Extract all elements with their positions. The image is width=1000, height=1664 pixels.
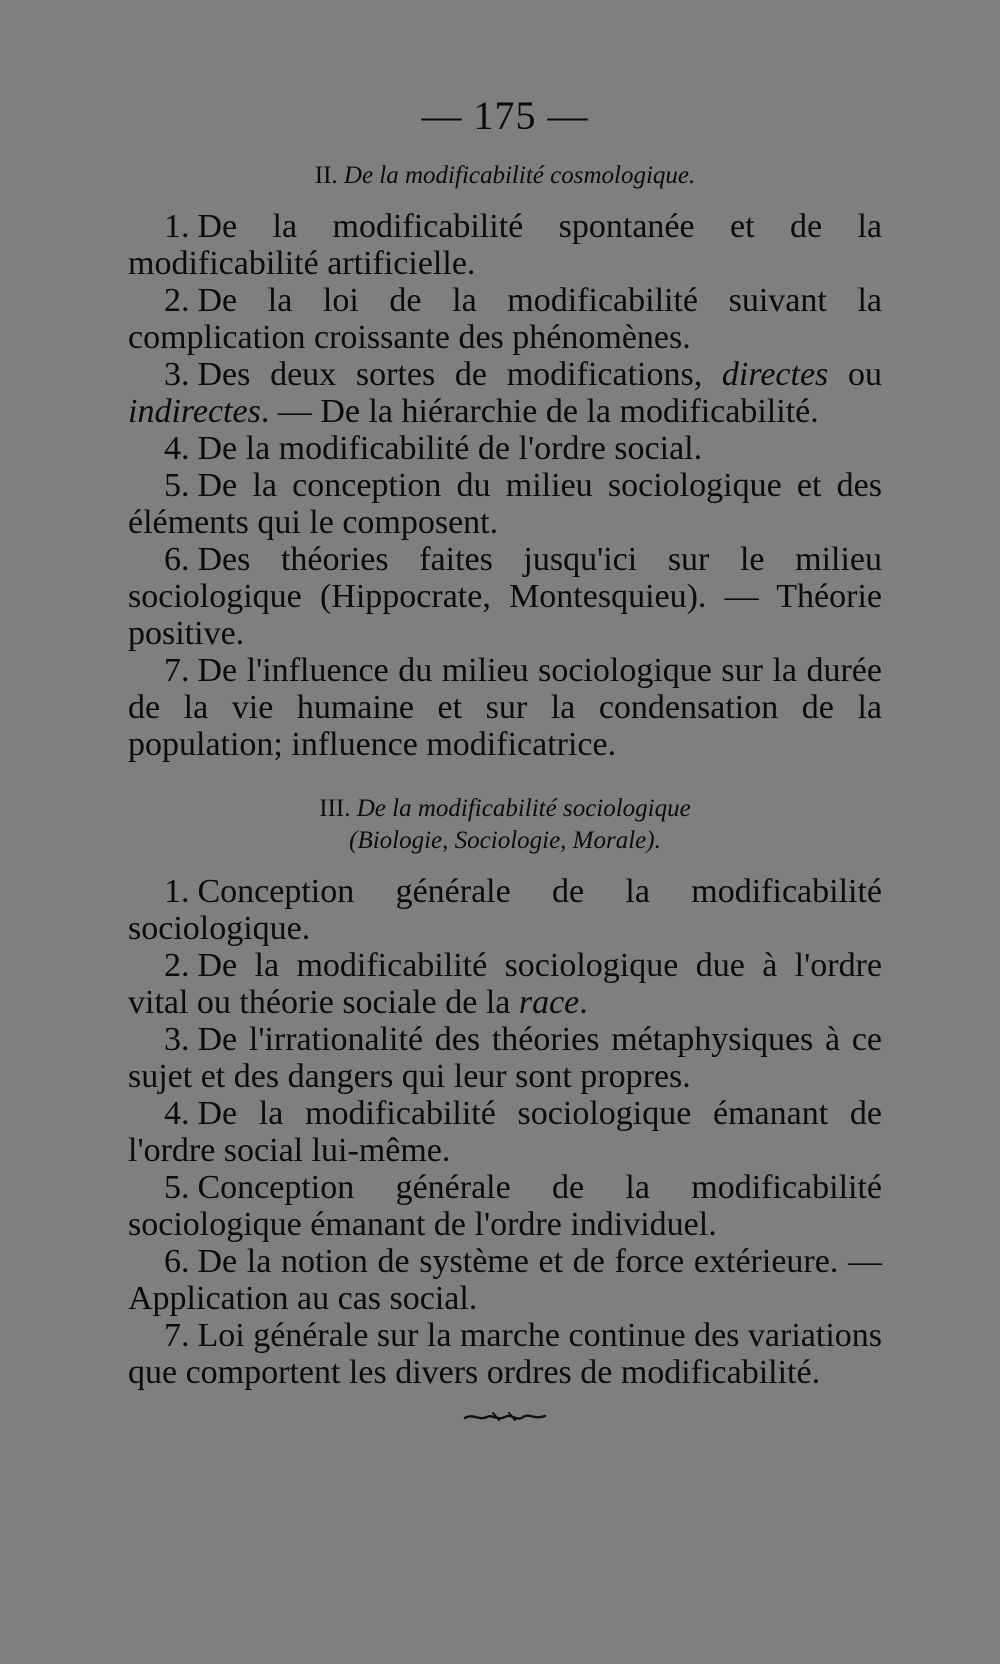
section-spacer	[128, 763, 882, 793]
item-text-italic: directes	[721, 356, 829, 393]
item-text: De la loi de la modificabilité suivant la complication croissante des phénomènes.	[128, 282, 882, 356]
end-flourish-ornament	[128, 1409, 882, 1430]
item-text-italic: indirectes	[128, 393, 261, 430]
item-number: 3.	[164, 1021, 190, 1058]
item-text: .	[579, 984, 588, 1021]
item-number: 2.	[164, 947, 190, 984]
section-title: De la modificabilité cosmologique.	[343, 162, 696, 189]
item-text: Conception générale de la modificabilité sociologique émanant de l'ordre individuel.	[128, 1169, 882, 1243]
item-text: Conception générale de la modificabilité sociologique.	[128, 873, 882, 947]
item-number: 5.	[164, 467, 190, 504]
section-heading	[128, 160, 882, 192]
list-item	[128, 541, 882, 652]
item-number: 1.	[164, 873, 190, 910]
item-text: De la notion de système et de force extérieure. — Application au cas social.	[128, 1243, 882, 1317]
section-roman-numeral: II.	[314, 162, 344, 189]
list-item	[128, 430, 882, 467]
item-text: Des théories faites jusqu'ici sur le milieu sociologique (Hippocrate, Montesquieu). — Théorie positive.	[128, 541, 882, 652]
item-text: Des deux sortes de modifications,	[197, 356, 722, 393]
section-subtitle: (Biologie, Sociologie, Morale).	[349, 827, 661, 854]
item-number: 7.	[164, 652, 190, 689]
list-item	[128, 1095, 882, 1169]
list-item	[128, 282, 882, 356]
item-text: De la modificabilité de l'ordre social.	[197, 430, 703, 467]
sections-container	[128, 160, 882, 1391]
item-number: 4.	[164, 430, 190, 467]
page	[128, 92, 882, 1430]
item-text: De l'influence du milieu sociologique sur la durée de la vie humaine et sur la condensation de la population; influence modificatrice.	[128, 652, 882, 763]
item-number: 6.	[164, 1243, 190, 1280]
item-text-italic: race	[518, 984, 580, 1021]
list-item	[128, 947, 882, 1021]
item-text: De la modificabilité sociologique due à l'ordre vital ou théorie sociale de la	[128, 947, 882, 1021]
list-item	[128, 467, 882, 541]
list-item	[128, 873, 882, 947]
item-text: ou	[828, 356, 882, 393]
list-item	[128, 356, 882, 430]
item-number: 7.	[164, 1317, 190, 1354]
item-text: . — De la hiérarchie de la modificabilité.	[260, 393, 819, 430]
item-number: 5.	[164, 1169, 190, 1206]
section	[128, 160, 882, 763]
list-item	[128, 208, 882, 282]
item-text: De la modificabilité sociologique émanant de l'ordre social lui-même.	[128, 1095, 882, 1169]
list-item	[128, 1169, 882, 1243]
section-heading	[128, 793, 882, 857]
item-text: De la modificabilité spontanée et de la modificabilité artificielle.	[128, 208, 882, 282]
page-number: — 175 —	[421, 93, 589, 138]
list-item	[128, 652, 882, 763]
section-title: De la modificabilité sociologique	[356, 795, 691, 822]
section	[128, 793, 882, 1391]
end-flourish-icon	[463, 1409, 547, 1425]
list-item	[128, 1243, 882, 1317]
item-number: 4.	[164, 1095, 190, 1132]
list-item	[128, 1021, 882, 1095]
item-number: 2.	[164, 282, 190, 319]
item-number: 1.	[164, 208, 190, 245]
item-text: De la conception du milieu sociologique et des éléments qui le composent.	[128, 467, 882, 541]
item-text: Loi générale sur la marche continue des variations que comportent les divers ordres de modificabilité.	[128, 1317, 882, 1391]
item-number: 3.	[164, 356, 190, 393]
section-roman-numeral: III.	[319, 795, 357, 822]
item-text: De l'irrationalité des théories métaphysiques à ce sujet et des dangers qui leur sont propres.	[128, 1021, 882, 1095]
item-number: 6.	[164, 541, 190, 578]
list-item	[128, 1317, 882, 1391]
